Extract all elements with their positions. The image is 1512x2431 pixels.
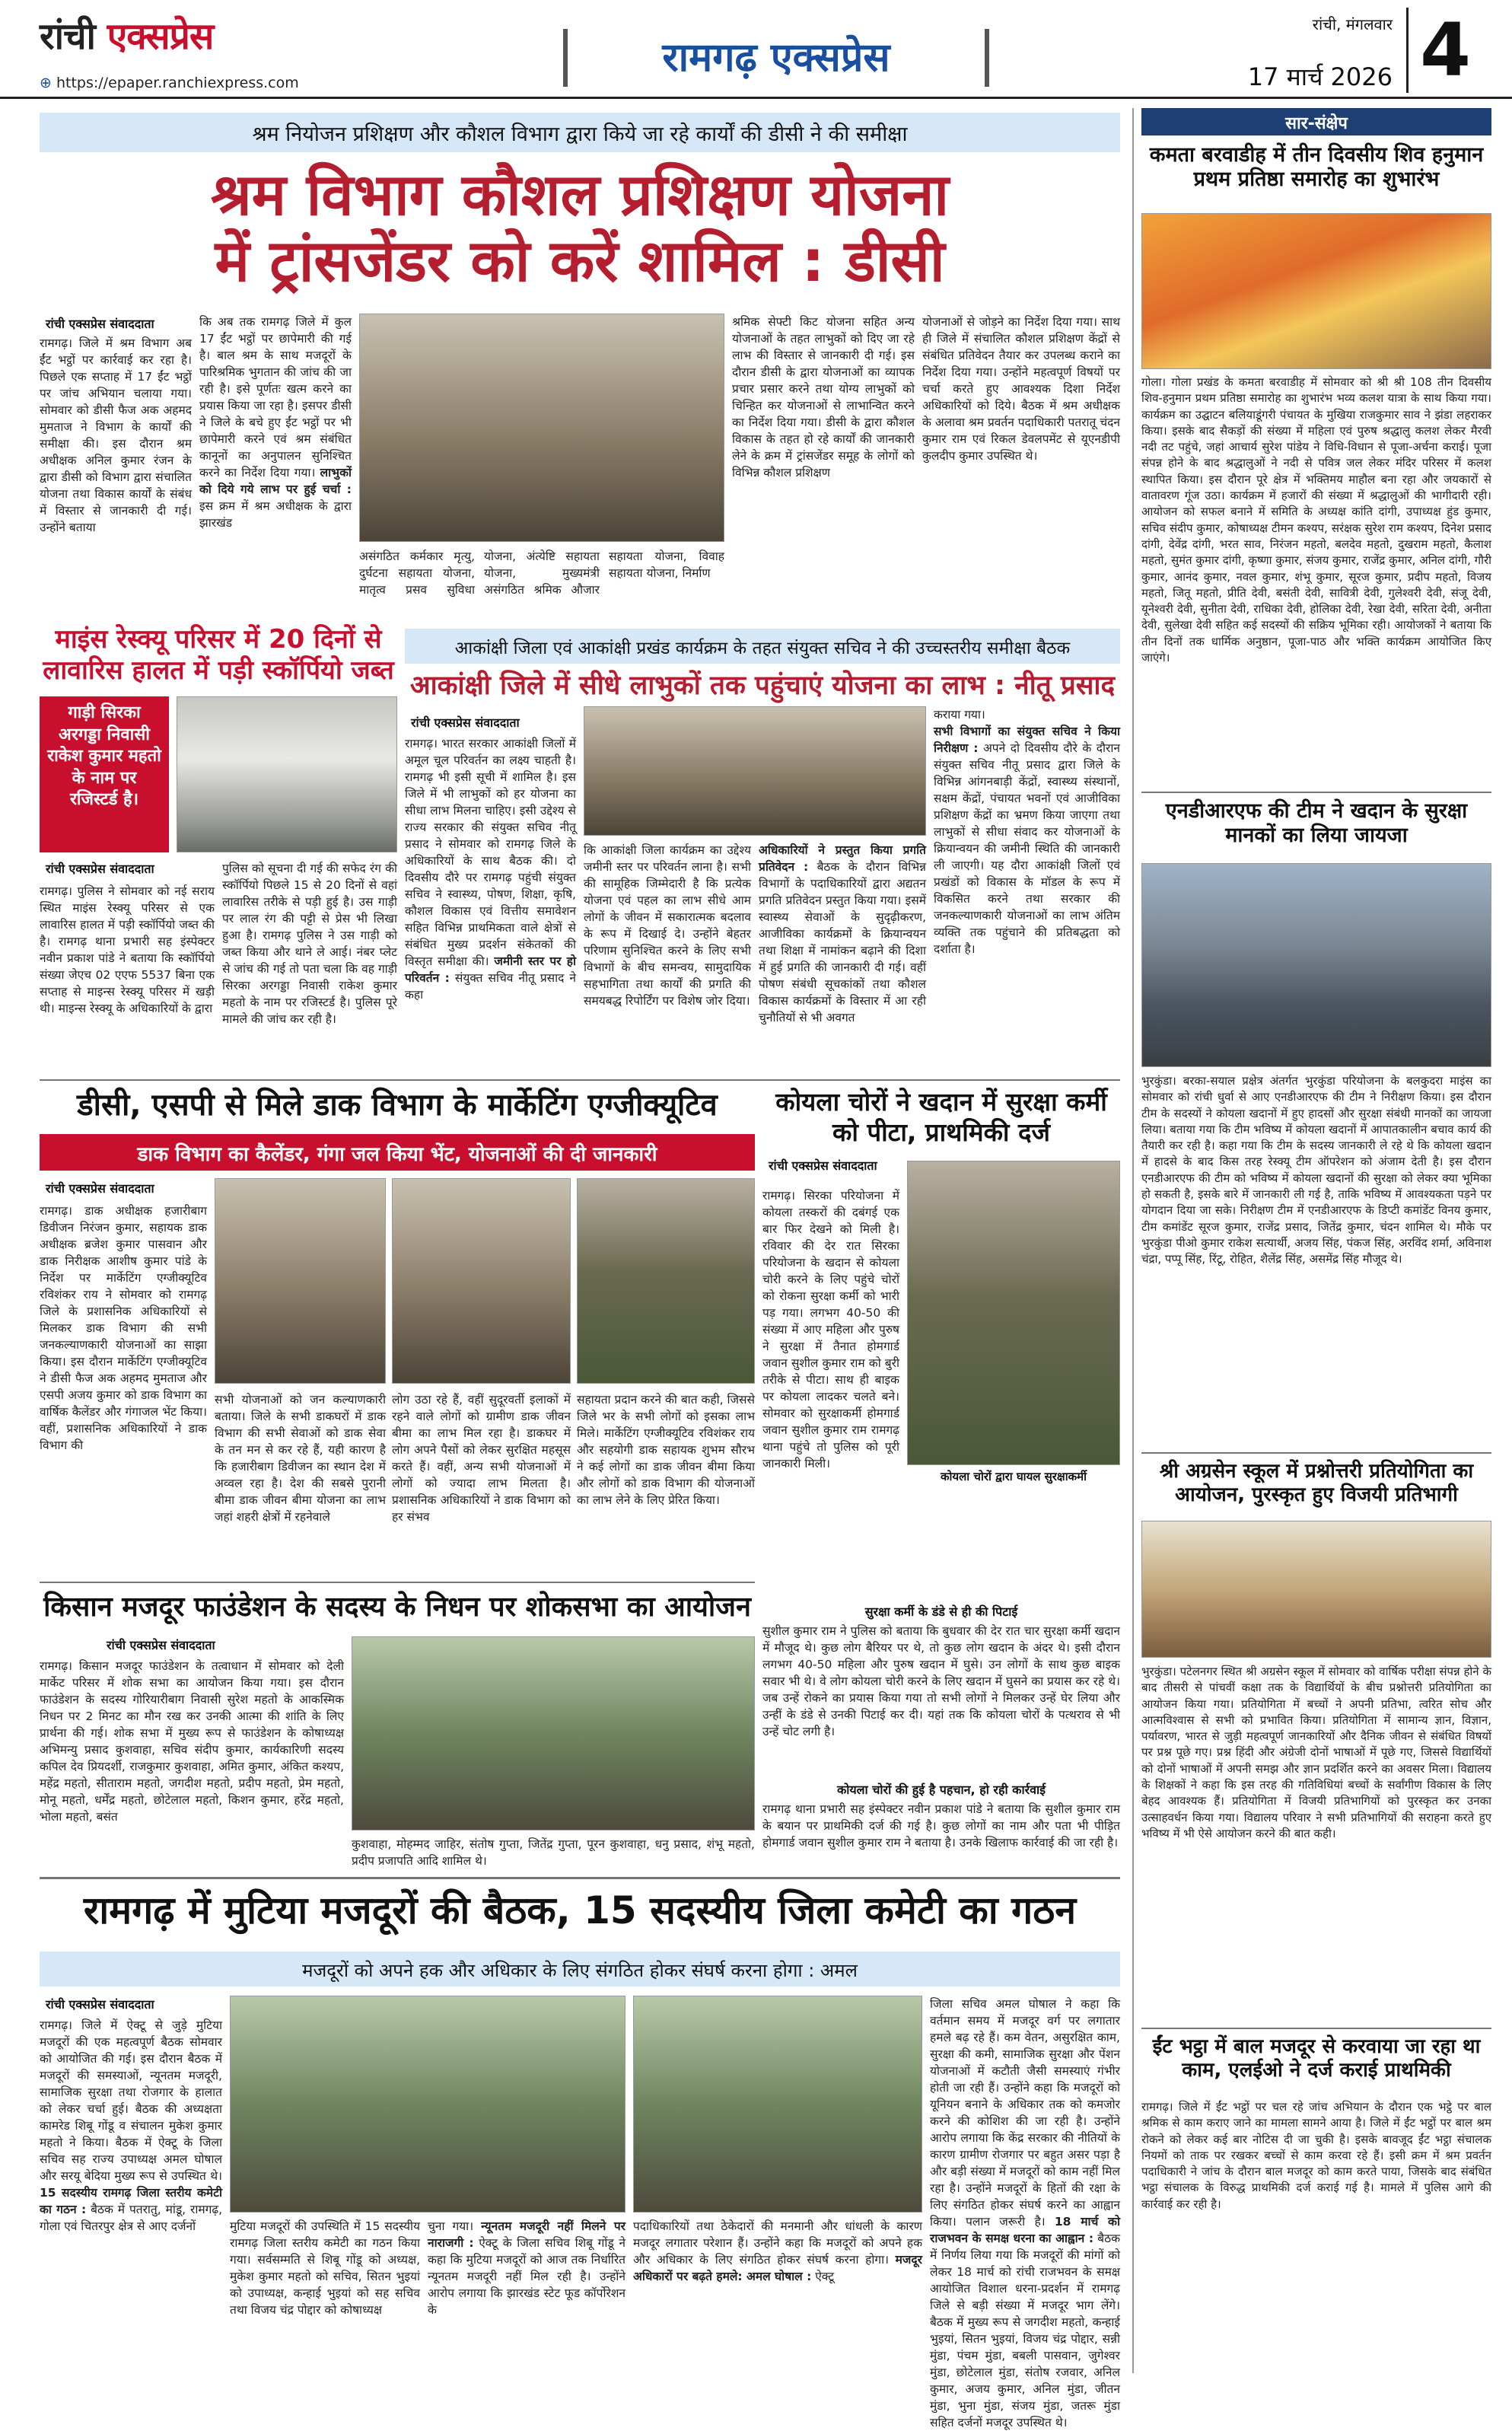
epaper-url[interactable]: ⊕ https://epaper.ranchiexpress.com xyxy=(40,75,299,91)
scorpio-headline: माइंस रेस्क्यू परिसर में 20 दिनों से लावारिस हालत में पड़ी स्कॉर्पियो जब्त xyxy=(43,624,394,686)
kalash-yatra-photo xyxy=(1141,213,1491,369)
city-day: रांची, मंगलवार xyxy=(1312,15,1393,33)
sidebar-briefs xyxy=(1132,108,1490,2373)
brief1-body: गोला। गोला प्रखंड के कमता बरवाडीह में सोमवार को श्री श्री 108 तीन दिवसीय शिव-हनुमान प्रथम प्रतिष्ठा समारोह का शुभारंभ भव्य कलश यात्रा के साथ किया गया। कार्यक्रम का उद्घाटन बलियाडूंगरी पंचायत के मुखिया राजकुमार साव ने झंडा लहराकर किया। इसके बाद सैकड़ों की संख्या में महिला एवं पुरुष श्रद्धालु कलश लेकर मैरवी नदी तट पहुंचे, जहां आचार्य सुरेश पांडेय ने विधि-विधान से पूजा-अर्चना कराई। पूजा संपन्न होने के बाद श्रद्धालुओं ने नदी से पवित्र जल लेकर मंदिर परिसर में कलश स्थापित किया। इस दौरान पूरे क्षेत्र में भक्तिमय माहौल बना रहा और जयकारों से वातावरण गूंज उठा। कार्यक्रम में हजारों की संख्या में श्रद्धालुओं की भागीदारी रही। आयोजन को सफल बनाने में समिति के अध्यक्ष कांति दांगी, उपाध्यक्ष हुंड कुमार, सचिव संदीप कुमार, कोषाध्यक्ष टीमन कश्यप, सरंक्षक सुरेश राम कश्यप, दिनेश प्रसाद दांगी, देवेंद्र दांगी, भरत साव, निरंजन महतो, बलदेव महतो, दुखराम महतो, कैलाश महतो, सुमंत कुमार दांगी, कृष्णा कुमार, संजय कुमार, राजेंद्र कुमार, अनिल दांगी, गौरी कुमार, आनंद कुमार, नवल कुमार, शंभू कुमार, सूरज कुमार, प्रदीप महतो, विजय महतो, जितू महतो, प्रीति देवी, बसंती देवी, सावित्री देवी, गुलेश्वरी देवी, संजू देवी, यूनेश्वरी देवी, सुनीता देवी, राधिका देवी, होलिका देवी, रेखा देवी, सरिता देवी, अनीता देवी, सुलेखा देवी सहित कई सदस्यों की सक्रिय भूमिका रही। आयोजकों ने बताया कि तीन दिनों तक धार्मिक अनुष्ठान, पूजा-पाठ और भक्ति कार्यक्रम आयोजित किए जाएंगे। xyxy=(1141,375,1491,665)
lead-kicker: श्रम नियोजन प्रशिक्षण और कौशल विभाग द्वारा किये जा रहे कार्यों की डीसी ने की समीक्षा xyxy=(40,113,1120,152)
aspirational-col2: कि आकांक्षी जिला कार्यक्रम का उद्देश्य जमीनी स्तर पर परिवर्तन लाना है। सभी की सामूहिक जिम्मेदारी है कि प्रत्येक योजना एवं पहल का लाभ सीधे आम लोगों के जीवन में सकारात्मक बदलाव के रूप में दिखाई दे। उन्होंने बेहतर परिणाम सुनिश्चित करने के लिए सभी विभागों के बीच समन्वय, सामुदायिक सहभागिता तथा कार्यों की प्रगति की समयबद्ध रिपोर्टिंग पर विशेष जोर दिया। xyxy=(584,843,751,1008)
coal-headline: कोयला चोरों ने खदान में सुरक्षा कर्मी को पीटा, प्राथमिकी दर्ज xyxy=(775,1087,1107,1147)
scorpio-callout: गाड़ी सिरका अरगड्डा निवासी राकेश कुमार महतो के नाम पर रजिस्टर्ड है। xyxy=(40,696,169,852)
coal-para1: सुशील कुमार राम ने पुलिस को बताया कि बुधवार की देर रात चार सुरक्षा कर्मी खदान में मौजूद थे। कुछ लोग बैरियर पर थे, तो कुछ लोग खदान के अंदर थे। इसी दौरान लगभग 40-50 महिला और पुरुष खदान में घुसे। उन लोगों के साथ कुछ बाइक सवार भी थे। वे लोग कोयला चोरी करने के लिए खदान में घुसने का प्रयास कर रहे थे। जब उन्हें रोकने का प्रयास किया गया तो सभी लोगों ने मिलकर उन्हें घेर लिया और उन्हीं के डंडे से उनकी पिटाई कर दी। यहां तक कि कोयला चोरों के पत्थराव से भी उन्हें चोट लगी है। xyxy=(762,1624,1120,1738)
divider xyxy=(1141,1452,1491,1454)
lead-headline: श्रम विभाग कौशल प्रशिक्षण योजना में ट्रांसजेंडर को करें शामिल : डीसी xyxy=(210,161,950,295)
aspirational-headline: आकांक्षी जिले में सीधे लाभुकों तक पहुंचाएं योजना का लाभ : नीतू प्रसाद xyxy=(409,671,1116,701)
postal-headline: डीसी, एसपी से मिले डाक विभाग के मार्केटिंग एग्जीक्यूटिव xyxy=(77,1088,718,1123)
divider xyxy=(1141,792,1491,793)
coal-photo-caption: कोयला चोरों द्वारा घायल सुरक्षाकर्मी xyxy=(941,1470,1087,1483)
postal-col2: सभी योजनाओं को जन कल्याणकारी बताया। जिले के सभी डाकघरों में डाक विभाग की सभी सेवाओं को डाक सेवा के तन मन से कर रहे हैं, यही कारण है कि हजारीबाग डिवीजन का स्थान देश में अव्वल रहा है। देश की सबसे पुरानी बीमा डाक जीवन बीमा योजना का लाभ जहां शहरी क्षेत्रों में रहनेवाले xyxy=(215,1393,386,1524)
postal-subband: डाक विभाग का कैलेंडर, गंगा जल किया भेंट, योजनाओं की दी जानकारी xyxy=(40,1134,755,1171)
scorpio-col1: रामगढ़। पुलिस ने सोमवार को नई सराय स्थित माइंस रेस्क्यू परिसर से एक लावारिस हालत में पड़ी स्कॉर्पियो जब्त की है। रामगढ़ थाना प्रभारी सह इंस्पेक्टर नवीन प्रकाश पांडे ने बताया कि स्कॉर्पियो संख्या जेएच 02 एएफ 5537 बिना एक सप्ताह से माइन्स रेस्क्यू परिसर में खड़ी थी। माइन्स रेस्क्यू के अधिकारियों के द्वारा xyxy=(40,884,215,1015)
brief4-headline: ईंट भट्ठा में बाल मजदूर से करवाया जा रहा था काम, एलईओ ने दर्ज कराई प्राथमिकी xyxy=(1152,2035,1481,2082)
postal-col3: लोग उठा रहे हैं, वहीं सुदूरवर्ती इलाकों में रहने वाले लोगों को ग्रामीण डाक जीवन बीमा का लाभ मिल रहा है। डाकघर में लोग अपने पैसों को लेकर सुरक्षित महसूस करते हैं। वहीं, अन्य सभी योजनाओं में लोगों को ज्यादा लाभ मिलता है। प्रशासनिक अधिकारियों ने डाक विभाग को हर संभव xyxy=(392,1393,571,1524)
aspirational-col3: अधिकारियों ने प्रस्तुत किया प्रगति प्रतिवेदन : बैठक के दौरान विभिन्न विभागों के पदाधिकारियों द्वारा अद्यतन प्रगति प्रतिवेदन प्रस्तुत किया गया। इसमें स्वास्थ्य सेवाओं के सुदृढ़ीकरण, आजीविका कार्यक्रमों के क्रियान्वयन तथा शिक्षा में नामांकन बढ़ाने की दिशा में हुई प्रगति की जानकारी दी गई। वहीं पोषण संबंधी सूचकांकों तथा कौशल विकास कार्यक्रमों के विस्तार में आ रही चुनौतियों से भी अवगत xyxy=(759,843,926,1024)
aspirational-photo xyxy=(584,706,926,836)
mutia-col5: जिला सचिव अमल घोषाल ने कहा कि वर्तमान समय में मजदूर वर्ग पर लगातार हमले बढ़ रहे हैं। कम वेतन, असुरक्षित काम, सुरक्षा की कमी, सामाजिक सुरक्षा और पेंशन योजनाओं में कटौती जैसी समस्याएं गंभीर होती जा रही हैं। उन्होंने कहा कि मजदूरों को यूनियन बनाने के अधिकार तक को कमजोर करने की कोशिश की जा रही है। उन्होंने आरोप लगाया कि केंद्र सरकार की नीतियों के कारण ग्रामीण रोजगार पर बहुत असर पड़ा है और बड़ी संख्या में मजदूरों को काम नहीं मिल रहा है। उन्होंने मजदूरों के हितों की रक्षा के लिए संगठित होकर संघर्ष करने का आह्वान किया। पलान जरूरी है। 18 मार्च को राजभवन के समक्ष धरना का आह्वान : बैठक में निर्णय लिया गया कि मजदूरों की मांगों को लेकर 18 मार्च को रांची राजभवन के समक्ष आयोजित विशाल धरना-प्रदर्शन में रामगढ़ जिले से बड़ी संख्या में मजदूर भाग लेंगे। बैठक में मुख्य रूप से जगदीश महतो, कन्हाई भुइयां, सितन भुइयां, विजय चंद्र पोद्दार, सन्नी मुंडा, पंचम मुंडा, बबली पासवान, जुगेश्वर मुंडा, छोटेलाल मुंडा, संतोष रजवार, अनिल कुमार, अजय कुमार, अनिल मुंडा, जीतन मुंडा, भुना मुंडा, संजय मुंडा, जतरू मुंडा सहित दर्जनों मजदूर उपस्थित थे। xyxy=(930,1997,1120,2429)
lead-byline: रांची एक्सप्रेस संवाददाता xyxy=(46,317,154,331)
postal-photo-3 xyxy=(577,1178,755,1384)
mutia-col2: मुटिया मजदूरों की उपस्थिति में 15 सदस्यीय रामगढ़ जिला स्तरीय कमेटी का गठन किया गया। सर्वसम्मति से शिबू गोंडू को अध्यक्ष, मुकेश कुमार महतो को सचिव, सितन भुइयां को उपाध्यक्ष, कन्हाई भुइयां को सह सचिव तथा विजय चंद्र पोद्दार को कोषाध्यक्ष xyxy=(230,2219,420,2317)
globe-icon: ⊕ xyxy=(40,75,52,91)
aspirational-kicker: आकांक्षी जिला एवं आकांक्षी प्रखंड कार्यक्रम के तहत संयुक्त सचिव ने की उच्चस्तरीय समीक्षा बैठक xyxy=(405,629,1120,664)
kisan-tail: कुशवाहा, मोहम्मद जाहिर, संतोष गुप्ता, जितेंद्र गुप्ता, पूरन कुशवाहा, धनु प्रसाद, शंभू महतो, प्रदीप प्रजापति आदि शामिल थे। xyxy=(352,1837,755,1868)
postal-byline: रांची एक्सप्रेस संवाददाता xyxy=(46,1181,154,1196)
brief2-headline: एनडीआरएफ की टीम ने खदान के सुरक्षा मानकों का लिया जायजा xyxy=(1165,799,1468,848)
newspaper-logo[interactable]: रांची एक्सप्रेस xyxy=(40,15,214,58)
kisan-photo xyxy=(352,1636,755,1830)
coal-subhead-2: कोयला चोरों की हुई है पहचान, हो रही कार्रवाई xyxy=(836,1783,1046,1797)
kisan-byline: रांची एक्सप्रेस संवाददाता xyxy=(107,1638,215,1652)
mutia-byline: रांची एक्सप्रेस संवाददाता xyxy=(46,1997,154,2012)
lead-col4: श्रमिक सेफ्टी किट योजना सहित अन्य योजनाओं के तहत लाभुकों को दिए जा रहे लाभ की विस्तार से जानकारी दी गई। इस दौरान डीसी के द्वारा योजनाओं का व्यापक प्रचार प्रसार करने तथा योग्य लाभुकों को चिन्हित कर योजनाओं से लाभान्वित करने का निर्देश दिया गया। डीसी के द्वारा कौशल विकास के तहत हो रहे कार्यों की जानकारी लेने के क्रम में ट्रांसजेंडर समूह के लोगों को विभिन्न कौशल प्रशिक्षण xyxy=(732,315,915,480)
brief2-body: भुरकुंडा। बरका-सयाल प्रक्षेत्र अंतर्गत भुरकुंडा परियोजना के बलकुदरा माइंस का सोमवार को रांची धुर्वा से आए एनडीआरएफ की टीम ने निरीक्षण किया। इस दौरान टीम के सदस्यों ने कोयला खदानों में हुए हादसों और सुरक्षा संबंधी मानकों का जायजा लिया। बताया गया कि टीम भविष्य में कोयला खदानों में आपातकालीन बचाव कार्य की तैयारी कर रही है। कहा गया कि टीम के सदस्य जानकारी ले रहे थे कि कोयला खदान में हादसे के बाद किस तरह रेस्क्यू टीम ऑपरेशन को अंजाम देती है। इस दौरान एनडीआरएफ की टीम को भविष्य में कोयला खदानों की सुरक्षा को लेकर क्या भूमिका हो सकती है, इसके बारे में जानकारी ली गई है, ताकि भविष्य में आवश्यकता पड़ने पर योगदान दिया जा सके। निरीक्षण टीम में एनडीआरएफ के डिप्टी कमांडेंट विनय कुमार, टीम कमांडेंट सूरज कुमार, राजेंद्र प्रसाद, जितेंद्र कुमार, चंदन शामिल थे। मौके पर भुरकुंडा पीओ कुमार राकेश सत्यार्थी, अजय सिंह, पंकज सिंह, अरविंद शर्मा, अविनाश चंद्रा, पप्पू सिंह, रिंटू, रोहित, शैलेंद्र सिंह, असमेंद्र सिंह मौजूद थे। xyxy=(1141,1074,1491,1266)
aspirational-col4: कराया गया। सभी विभागों का संयुक्त सचिव ने किया निरीक्षण : अपने दो दिवसीय दौरे के दौरान संयुक्त सचिव नीतू प्रसाद द्वारा जिले के विभिन्न आंगनबाड़ी केंद्रों, स्वास्थ्य संस्थानों, सक्षम केंद्रों, पंचायत भवनों एवं आजीविका प्रशिक्षण केंद्रों का भ्रमण किया जाएगा तथा लाभुकों से सीधा संवाद कर योजनाओं के क्रियान्वयन की जमीनी स्थिति की जानकारी ली जाएगी। यह दौरा आकांक्षी जिलों एवं प्रखंडों को विकास के मॉडल के रूप में विकसित करने तथा सरकार की जनकल्याणकारी योजनाओं का लाभ अंतिम व्यक्ति तक पहुंचाने की प्रतिबद्धता को दर्शाता है। xyxy=(934,708,1120,956)
edition-title: रामगढ़ एक्सप्रेस xyxy=(563,29,989,87)
kisan-headline: किसान मजदूर फाउंडेशन के सदस्य के निधन पर शोकसभा का आयोजन xyxy=(43,1591,751,1623)
dateline xyxy=(1172,14,1393,93)
ndrf-mine-photo xyxy=(1141,863,1491,1067)
lead-subhead: लाभुकों को दिये गये लाभ पर हुई चर्चा : xyxy=(199,466,352,496)
divider xyxy=(40,1877,1120,1879)
brief4-body: रामगढ़। जिले में ईंट भट्ठों पर चल रहे जांच अभियान के दौरान एक भट्ठे पर बाल श्रमिक से काम कराए जाने का मामला सामने आया है। जिले में ईंट भट्ठों पर बाल श्रम रोकने को लेकर कई बार नोटिस दी जा चुकी है। इसके बावजूद ईंट भट्ठा संचालक नियमों को ताक पर रखकर बच्चों से काम करवा रहे हैं। इसी क्रम में श्रम प्रवर्तन पदाधिकारी ने जांच के दौरान बाल मजदूर को काम करते पाया, जिसके बाद संबंधित भट्ठा संचालक के विरुद्ध प्राथमिकी दर्ज कराई गई है। मामले में पुलिस आगे की कार्रवाई कर रही है। xyxy=(1141,2100,1491,2211)
mutia-col3: चुना गया। न्यूनतम मजदूरी नहीं मिलने पर नाराजगी : ऐक्टू के जिला सचिव शिबू गोंडू ने कहा कि मुटिया मजदूरों को आज तक निर्धारित न्यूनतम मजदूरी नहीं मिल रही है। उन्होंने आरोप लगाया कि झारखंड स्टेट फूड कॉर्पोरेशन के xyxy=(428,2219,625,2317)
brief1-headline: कमता बरवाडीह में तीन दिवसीय शिव हनुमान प्रथम प्रतिष्ठा समारोह का शुभारंभ xyxy=(1149,143,1484,192)
sidebar-label: सार-संक्षेप xyxy=(1141,108,1491,135)
coal-para2: रामगढ़ थाना प्रभारी सह इंस्पेक्टर नवीन प्रकाश पांडे ने बताया कि सुशील कुमार राम के बयान पर प्राथमिकी दर्ज की गई है। कुछ लोगों का नाम और पता भी पीड़ित होमगार्ड जवान सुशील कुमार राम ने बताया है। उनके खिलाफ कार्रवाई की जा रही है। xyxy=(762,1802,1120,1850)
divider xyxy=(40,1079,1120,1081)
masthead xyxy=(0,0,1512,99)
quiz-winners-photo xyxy=(1141,1521,1491,1658)
brief3-body: भुरकुंडा। पटेलनगर स्थित श्री अग्रसेन स्कूल में सोमवार को वार्षिक परीक्षा संपन्न होने के बाद तीसरी से पांचवीं कक्षा तक के विद्यार्थियों के बीच प्रश्नोत्तरी प्रतियोगिता का आयोजन किया गया। प्रतियोगिता में बच्चों ने अपनी प्रतिभा, त्वरित सोच और आत्मविश्वास से सभी को प्रभावित किया। प्रतियोगिता में सामान्य ज्ञान, विज्ञान, पर्यावरण, भारत से जुड़ी महत्वपूर्ण जानकारियों और दैनिक जीवन से संबंधित विषयों पर प्रश्न पूछे गए। प्रश्न हिंदी और अंग्रेजी दोनों भाषाओं में पूछे गए, जिससे विद्यार्थियों को दोनों भाषाओं में अपनी समझ और ज्ञान प्रदर्शित करने का अवसर मिला। विद्यालय के शिक्षकों ने कहा कि इस तरह की गतिविधियां बच्चों के सर्वांगीण विकास के लिए बेहद आवश्यक हैं। प्रतियोगिता में विजयी प्रतिभागियों को पुरस्कृत कर उनका उत्साहवर्धन किया गया। विद्यालय परिवार ने सभी प्रतिभागियों की सराहना करते हुए भविष्य में भी ऐसे आयोजन करने की बात कही। xyxy=(1141,1665,1491,1840)
issue-date: 17 मार्च 2026 xyxy=(1247,62,1393,91)
postal-col1: रामगढ़। डाक अधीक्षक हजारीबाग डिवीजन निरंजन कुमार, सहायक डाक अधीक्षक ब्रजेश कुमार पासवान और डाक निरीक्षक आशीष कुमार पांडे के निर्देश पर मार्केटिंग एग्जीक्यूटिव रविशंकर राय ने सोमवार को रामगढ़ जिले के प्रशासनिक अधिकारियों से मिलकर डाक विभाग की सभी जनकल्याणकारी योजनाओं का साझा किया। इस दौरान मार्केटिंग एग्जीक्यूटिव ने डीसी फैज अक अहमद मुमताज और एसपी अजय कुमार को डाक विभाग का वार्षिक कैलेंडर और गंगाजल भेंट किया। वहीं, प्रशासनिक अधिकारियों ने डाक विभाग की xyxy=(40,1204,207,1452)
mutia-group-photo xyxy=(633,1996,922,2213)
mutia-meeting-photo xyxy=(230,1996,625,2213)
scorpio-byline: रांची एक्सप्रेस संवाददाता xyxy=(46,862,154,876)
lead-col5: योजनाओं से जोड़ने का निर्देश दिया गया। साथ ही जिले में संचालित कौशल प्रशिक्षण केंद्रों से संबंधित प्रतिवेदन तैयार कर उपलब्ध कराने का निर्देश दिया गया। उन्होंने महत्वपूर्ण विषयों पर चर्चा करते हुए आवश्यक दिशा निर्देश अधिकारियों को दिये। बैठक में श्रम अधीक्षक के अलावा श्रम प्रवर्तन पदाधिकारी पतरातू चंदन कुमार राम एवं रिकल डेवलपमेंट से यूएनडीपी कुलदीप कुमार उपस्थित थे। xyxy=(922,315,1120,463)
coal-col1: रामगढ़। सिरका परियोजना में कोयला तस्करों की दबंगई एक बार फिर देखने को मिली है। रविवार की देर रात सिरका परियोजना के खदान से कोयला चोरी करने के लिए पहुंचे चोरों को रोकना सुरक्षा कर्मी को भारी पड़ गया। लगभग 40-50 की संख्या में आए महिला और पुरुष ने सुरक्षा में तैनात होमगार्ड जवान सुशील कुमार राम को बुरी तरीके से पीटा। साथ ही बाइक पर कोयला लादकर चलते बने। सोमवार को सुरक्षाकर्मी होमगार्ड जवान सुशील कुमार राम रामगढ़ थाना पहुंचे तो पुलिस को पूरी जानकारी मिली। xyxy=(762,1189,899,1470)
divider xyxy=(1141,2028,1491,2029)
lead-below-photo: असंगठित कर्मकार मृत्यु, दुर्घटना सहायता योजना, मातृत्व प्रसव सुविधा योजना, अंत्येष्टि सहायता योजना, मुख्यमंत्री असंगठित श्रमिक औजार सहायता योजना, विवाह सहायता योजना, निर्माण xyxy=(359,550,724,597)
aspirational-col1: रामगढ़। भारत सरकार आकांक्षी जिलों में अमूल चूल परिवर्तन का लक्ष्य चाहती है। रामगढ़ भी इसी सूची में शामिल है। इस जिले में भी लाभुकों को हर योजना का सीधा लाभ मिलना चाहिए। इसी उद्देश्य से राज्य सरकार की संयुक्त सचिव नीतू प्रसाद ने सोमवार को रामगढ़ जिले के अधिकारियों के साथ बैठक की। दो दिवसीय दौरे पर रामगढ़ पहुंची संयुक्त सचिव ने स्वास्थ्य, पोषण, शिक्षा, कृषि, कौशल विकास एवं वित्तीय समावेशन सहित विभिन्न प्राथमिकता वाले क्षेत्रों से संबंधित मुख्य प्रदर्शन संकेतकों की विस्तृत समीक्षा की। जमीनी स्तर पर हो परिवर्तन : संयुक्त सचिव नीतू प्रसाद ने कहा xyxy=(405,737,576,1002)
kisan-col1: रामगढ़। किसान मजदूर फाउंडेशन के तत्वाधान में सोमवार को देली मार्केट परिसर में शोक सभा का आयोजन किया गया। इस दौरान फाउंडेशन के सदस्य गोरियारीबाग निवासी सुरेश महतो के आकस्मिक निधन पर 2 मिनट का मौन रख कर उनकी आत्मा की शांति के लिए प्रार्थना की गई। शोक सभा में मुख्य रूप से फाउंडेशन के कोषाध्यक्ष अभिमन्यु प्रसाद कुशवाहा, सचिव संदीप कुमार, कार्यकारिणी सदस्य कपिल देव प्रियदर्शी, राजकुमार कुशवाहा, अमित कुमार, अंकित कश्यप, महेंद्र महतो, सीताराम महतो, जगदीश महतो, प्रदीप महतो, प्रेम महतो, मोनू महतो, धर्मेंद्र महतो, छोटेलाल महतो, किशन कुमार, हरेंद्र महतो, भोला महतो, बसंत xyxy=(40,1659,344,1824)
mutia-col4: पदाधिकारियों तथा ठेकेदारों की मनमानी और धांधली के कारण मजदूर लगातार परेशान हैं। उन्होंने कहा कि मजदूरों को अपने हक और अधिकार के लिए संगठित होकर संघर्ष करना होगा। मजदूर अधिकारों पर बढ़ते हमले: अमल घोषाल : ऐक्टू xyxy=(633,2219,922,2283)
mutia-kicker: मजदूरों को अपने हक और अधिकार के लिए संगठित होकर संघर्ष करना होगा : अमल xyxy=(40,1951,1120,1987)
scorpio-photo xyxy=(177,696,397,852)
brief3-headline: श्री अग्रसेन स्कूल में प्रश्नोत्तरी प्रतियोगिता का आयोजन, पुरस्कृत हुए विजयी प्रतिभागी xyxy=(1159,1460,1474,1507)
postal-photo-2 xyxy=(392,1178,571,1384)
lead-col2: कि अब तक रामगढ़ जिले में कुल 17 ईंट भट्ठों पर छापेमारी की गई है। बाल श्रम के साथ मजदूरों के पारिश्रमिक भुगतान की जांच की जा रही है। इसे पूर्णतः खत्म करने का प्रयास किया जा रहा है। इसपर डीसी ने जिले के बचे हुए ईंट भट्ठों पर भी छापेमारी करने एवं श्रम संबंधित कानूनों का अनुपालन सुनिश्चित करने का निर्देश दिया गया। लाभुकों को दिये गये लाभ पर हुई चर्चा : इस क्रम में श्रम अधीक्षक के द्वारा झारखंड xyxy=(199,315,352,530)
injured-guard-photo xyxy=(907,1161,1120,1465)
lead-col1: रामगढ़। जिले में श्रम विभाग अब ईंट भट्ठों पर कार्रवाई कर रहा है। पिछले एक सप्ताह में 17 ईंट भट्ठों पर जांच अभियान चलाया गया। सोमवार को डीसी फैज अक अहमद मुमताज ने विभाग के कार्यों की समीक्षा की। इस दौरान श्रम अधीक्षक अनिल कुमार रंजन के द्वारा डीसी को विभाग द्वारा संचालित योजना तथा विकास कार्यों के संबंध में विस्तार से जानकारी दी गई। उन्होंने बताया xyxy=(40,336,192,534)
coal-byline: रांची एक्सप्रेस संवाददाता xyxy=(769,1158,877,1173)
mutia-col1: रामगढ़। जिले में ऐक्टू से जुड़े मुटिया मजदूरों की एक महत्वपूर्ण बैठक सोमवार को आयोजित की गई। इस दौरान बैठक में मजदूरों की समस्याओं, न्यूनतम मजदूरी, सामाजिक सुरक्षा तथा रोजगार के हालात को लेकर चर्चा हुई। बैठक की अध्यक्षता कामरेड शिबू गोंडू व संचालन मुकेश कुमार महतो ने किया। बैठक में ऐक्टू के जिला सचिव सह राज्य उपाध्यक्ष अमल घोषाल और सरयू बेदिया मुख्य रूप से उपस्थित थे। 15 सदस्यीय रामगढ़ जिला स्तरीय कमेटी का गठन : बैठक में पतरातु, मांडू, रामगढ़, गोला एवं चितरपुर क्षेत्र से आए दर्जनों xyxy=(40,2018,223,2233)
coal-subhead-1: सुरक्षा कर्मी के डंडे से ही की पिटाई xyxy=(864,1604,1018,1619)
dc-meeting-photo xyxy=(359,314,724,542)
page-number: 4 xyxy=(1406,8,1482,93)
postal-photo-1 xyxy=(215,1178,386,1384)
scorpio-col2: पुलिस को सूचना दी गई की सफेद रंग की स्कॉर्पियो पिछले 15 से 20 दिनों से वहां लावारिस तरीके से पड़ी हुई है। उस गाड़ी पर लाल रंग की पट्टी से प्रेस भी लिखा हुआ है। रामगढ़ पुलिस ने उस गाड़ी को जब्त किया और थाने ले आई। नंबर प्लेट से जांच की गई तो पता चला कि वह गाड़ी सिरका अरगड्डा निवासी राकेश कुमार महतो के नाम पर रजिस्टर्ड है। पुलिस पूरे मामले की जांच कर रही है। xyxy=(222,862,397,1026)
postal-col4: सहायता प्रदान करने की बात कही, जिससे जिले भर के सभी लोगों को इसका लाभ मिले। मार्केटिंग एग्जीक्यूटिव रविशंकर राय और सहयोगी डाक सहायक शुभम सौरभ ने कई लोगों का डाक जीवन बीमा किया और लोगों को डाक विभाग की योजनाओं का लाभ लेने के लिए प्रेरित किया। xyxy=(577,1393,755,1507)
aspirational-byline: रांची एक्सप्रेस संवाददाता xyxy=(411,715,520,730)
mutia-headline: रामगढ़ में मुटिया मजदूरों की बैठक, 15 सदस्यीय जिला कमेटी का गठन xyxy=(83,1888,1077,1932)
divider xyxy=(40,1582,755,1583)
